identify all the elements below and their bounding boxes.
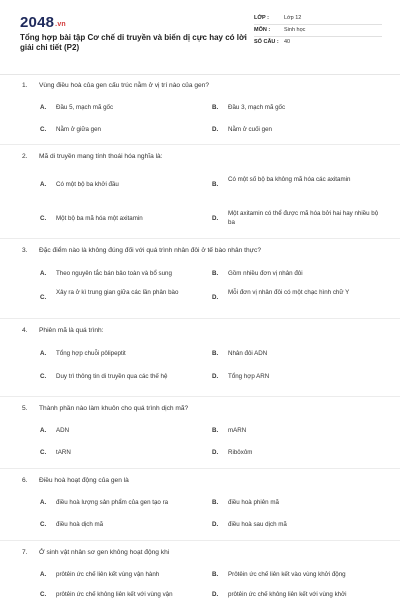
quiz-page: 2048.vn Tổng hợp bài tập Cơ chế di truyền và biến dị cực hay có lời giải chi tiết (P2) LỚP : Lớp 12 MÔN : Sinh học SỐ CÂU : 40 1. Vùng điều hoà của gen cấu trúc nằm ở vị trí nào của gen? A. Đầu 5, mạch mã gốc B. Đầu 3, mạch mã gốc C. Nằm ở giữa gen D. Nằm ở cuối gen 2. Mã di truyền mang tính thoái hóa nghĩa là: A. Có một bộ ba khởi đầu B. Có một số bộ ba không mã hóa các axitamin C. Một bộ ba mã hóa một axitamin D. Một axitamin có thể được mã hóa bởi hai hay nhiều bộ ba 3. Đặc điểm nào là không đúng đối với quá trình nhân đôi ở tế bào nhân thực? A. Theo nguyên tắc bán bảo toàn và bổ sung B. Gồm nhiều đơn vị nhân đôi C. Xảy ra ở kì trung gian giữa các lần phân bào D. Mỗi đơn vị nhân đôi có một chạc hình chữ Y 4. Phiên mã là quá trình: A. Tổng hợp chuỗi pôlipeptit B. Nhân đôi ADN C. Duy trì thông tin di truyền qua các thế hệ D. Tổng hợp ARN 5. Thành phần nào làm khuôn cho quá trình dịch mã? A. ADN B. mARN C. tARN D. Ribôxôm 6. Điều hoà hoạt động của gen là A. điều hoà lượng sản phẩm của gen tạo ra B. điều hoà phiên mã C. điều hoà dịch mã D. điều hoà sau dịch mã 7. Ở sinh vật nhân sơ gen không hoạt động khi A. prôtêin ức chế liên kết vùng vận hành B. Prôtêin ức chế liên kết vào vùng khởi động C. prôtêin ức chế không liên kết với vùng vận D. prôtêin ức chế không liên kết với vùng khởi bbox=[0, 0, 400, 600]
question-stem: 2. Mã di truyền mang tính thoái hóa nghĩa là: bbox=[22, 153, 163, 160]
meta-value: Lớp 12 bbox=[284, 15, 302, 21]
site-logo[interactable]: 2048.vn bbox=[20, 14, 66, 31]
meta-key: MÔN : bbox=[254, 27, 271, 33]
question-divider bbox=[0, 318, 400, 319]
meta-key: LỚP : bbox=[254, 15, 269, 21]
meta-value: 40 bbox=[284, 39, 291, 45]
question-divider bbox=[0, 238, 400, 239]
page-title: Tổng hợp bài tập Cơ chế di truyền và biến dị cực hay có lời giải chi tiết (P2) bbox=[20, 33, 247, 52]
question-divider bbox=[0, 540, 400, 541]
question-stem: 7. Ở sinh vật nhân sơ gen không hoạt động khi bbox=[22, 549, 170, 556]
meta-row-class bbox=[254, 12, 382, 24]
meta-key: SỐ CÂU : bbox=[254, 39, 279, 45]
question-stem: 6. Điều hoà hoạt động của gen là bbox=[22, 477, 129, 484]
question-stem: 3. Đặc điểm nào là không đúng đối với quá trình nhân đôi ở tế bào nhân thực? bbox=[22, 247, 262, 254]
header-divider bbox=[0, 74, 400, 75]
meta-row-subject bbox=[254, 24, 382, 36]
meta-value: Sinh học bbox=[284, 27, 306, 33]
question-stem: 5. Thành phần nào làm khuôn cho quá trình dịch mã? bbox=[22, 405, 189, 412]
question-divider bbox=[0, 144, 400, 145]
question-divider bbox=[0, 468, 400, 469]
question-stem: 4. Phiên mã là quá trình: bbox=[22, 327, 104, 334]
meta-info bbox=[254, 12, 382, 48]
question-stem: 1. Vùng điều hoà của gen cấu trúc nằm ở vị trí nào của gen? bbox=[22, 82, 210, 89]
question-divider bbox=[0, 396, 400, 397]
meta-row-count bbox=[254, 36, 382, 48]
